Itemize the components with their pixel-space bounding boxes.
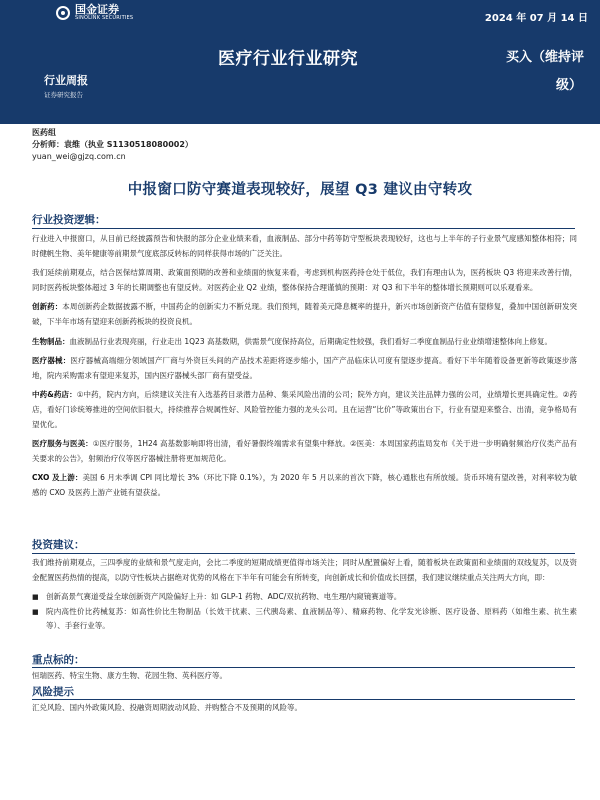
report-title: 医疗行业行业研究 [218,49,358,69]
logic-device [32,354,577,383]
risk-divider [32,699,575,700]
advice-bullet-1 [32,590,577,605]
advice-paragraph: 我们维持前期观点，三四季度的业绩和景气度走向，会比二季度的短期成绩更值得市场关注；同时从配置偏好上看，随着板块在政策面和业绩面的双线复苏，以及资金配置医药热情的提高，以防守性板块占据绝对优势的风格在下半年有可能会有所转变，向创新成长和价值成长回摆，我们建议继续重点关注两大方向，即： [32,558,577,582]
logic-paragraph-1: 行业进入中报窗口，从目前已经披露预告和快报的部分企业业绩来看，血液制品、部分中药等防守型板块表现较好，这也与上半年的子行业景气度感知整体相符；同时健帆生物、美年健康等前期景气度底部反转标的同样获得市场的广泛关注。 [32,234,577,258]
advice-body [32,556,577,634]
targets-divider [32,667,575,668]
logic-innov [32,300,577,329]
device-label: 医疗器械： [32,356,71,366]
innov-text: 本周创新药企数据披露不断，中国药企的创新实力不断兑现。我们预判，随着美元降息概率的提升，新兴市场创新资产估值有望修复，叠加中国创新研发突破，下半年市场有望迎来创新药板块的投资良机。 [32,302,578,326]
analyst-email[interactable]: yuan_wei@gjzq.com.cn [32,152,126,161]
logo-mark-icon [56,6,70,20]
bio-label: 生物制品： [32,336,70,346]
logic-tcm [32,388,577,432]
logic-divider [32,228,575,229]
report-date: 2024 年 07 月 14 日 [484,13,588,24]
cxo-label: CXO 及上游： [32,473,83,483]
advice-divider [32,553,575,554]
brand-name-en: SINOLINK SECURITIES [75,15,134,21]
device-text: 医疗器械高端细分领域国产厂商与外资巨头间的产品技术差距将逐步缩小，国产产品临床认可度有望逐步提高。看好下半年随着设备更新等政策逐步落地，院内采购需求有望迎来复苏，国内医疗器械头部厂商有望受益。 [32,356,578,380]
logic-bio [32,335,577,350]
service-text: ①医疗服务，1H24 高基数影响即将出清，看好暑假终端需求有望集中释放。②医美：本周国家药监局发布《关于进一步明确射频治疗仪类产品有关要求的公告》，射频治疗仪等医疗器械注册将更加规范化。 [32,439,577,463]
risk-heading: 风险提示 [32,686,74,698]
rating-line1: 买入（维持评 [506,50,585,65]
bullet-square-icon: ■ [32,607,39,616]
brand-logo [56,4,133,21]
advice-bullet-1-text: 创新高景气赛道受益全球创新资产风险偏好上升：如 GLP-1 药物、ADC/双抗药物、电生理/内窥镜赛道等。 [46,592,402,602]
rating-line2: 级） [555,78,582,93]
logic-cxo [32,471,577,500]
brand-name-cn: 国金证券 [75,3,119,16]
tcm-text: ①中药，院内方向，后续建议关注有入选基药目录潜力品种、集采风险出清的公司；院外方向，建议关注品牌力强的公司，业绩增长更具确定性。②药店，看好门诊统筹推进的空间依旧很大，持续推荐合规属性好、风险管控能力强的龙头公司。且在运营“比价”等政策出台下，行业有望迎来整合、出清，竞争格局有望优化。 [32,390,577,429]
logic-body [32,232,577,506]
analyst-name: 分析师：袁维（执业 S1130518080002） [32,140,193,149]
analyst-group: 医药组 [32,128,56,137]
headline: 中报窗口防守赛道表现较好，展望 Q3 建议由守转攻 [127,182,473,198]
bullet-square-icon: ■ [32,593,39,602]
report-subtype: 证券研究报告 [44,91,83,99]
analyst-info [32,127,193,163]
innov-label: 创新药： [32,302,63,312]
cxo-text: 美国 6 月未季调 CPI 同比增长 3%（环比下降 0.1%），为 2020 年 5 月以来的首次下降，核心通胀也有所放缓。货币环境有望改善，对利率较为敏感的 CXO 及医药上游产业链有望获益。 [32,473,577,497]
targets-body: 恒瑞医药、特宝生物、康方生物、花园生物、英科医疗等。 [32,671,227,680]
rating [506,44,590,100]
logic-paragraph-2: 我们延续前期观点，结合医保结算周期、政策面预期的改善和业绩面的恢复来看，考虑到机构医药持仓处于低位，我们有理由认为，医药板块 Q3 将迎来改善行情，同时医药板块整体超过 3 年的长期调整也有望反转。对医药企业 Q2 业绩，整体保持合理谨慎的预期：对 Q3 和下半年的整体增长预期则可以乐观看来。 [32,268,577,292]
targets-heading: 重点标的： [32,654,85,666]
logic-service [32,437,577,466]
report-type: 行业周报 [44,74,88,87]
report-header [0,0,600,124]
advice-heading: 投资建议： [32,539,85,551]
service-label: 医疗服务与医美： [32,439,93,449]
advice-bullet-2-text: 院内高性价比药械复苏：如高性价比生物制品（长效干扰素、三代胰岛素、血液制品等）、精麻药物、化学发光诊断、医疗设备、原料药（如维生素、抗生素等）、手套行业等。 [46,606,577,631]
logic-heading: 行业投资逻辑： [32,214,106,226]
tcm-label: 中药&药店： [32,390,77,400]
bio-text: 血液制品行业表现亮丽，行业走出 1Q23 高基数期，供需景气度保持高位，后期确定性较强，我们看好二季度血制品行业业绩增速整体向上修复。 [69,336,552,346]
risk-body: 汇兑风险、国内外政策风险、投融资周期波动风险、并购整合不及预期的风险等。 [32,703,302,712]
advice-bullet-2 [32,605,577,634]
